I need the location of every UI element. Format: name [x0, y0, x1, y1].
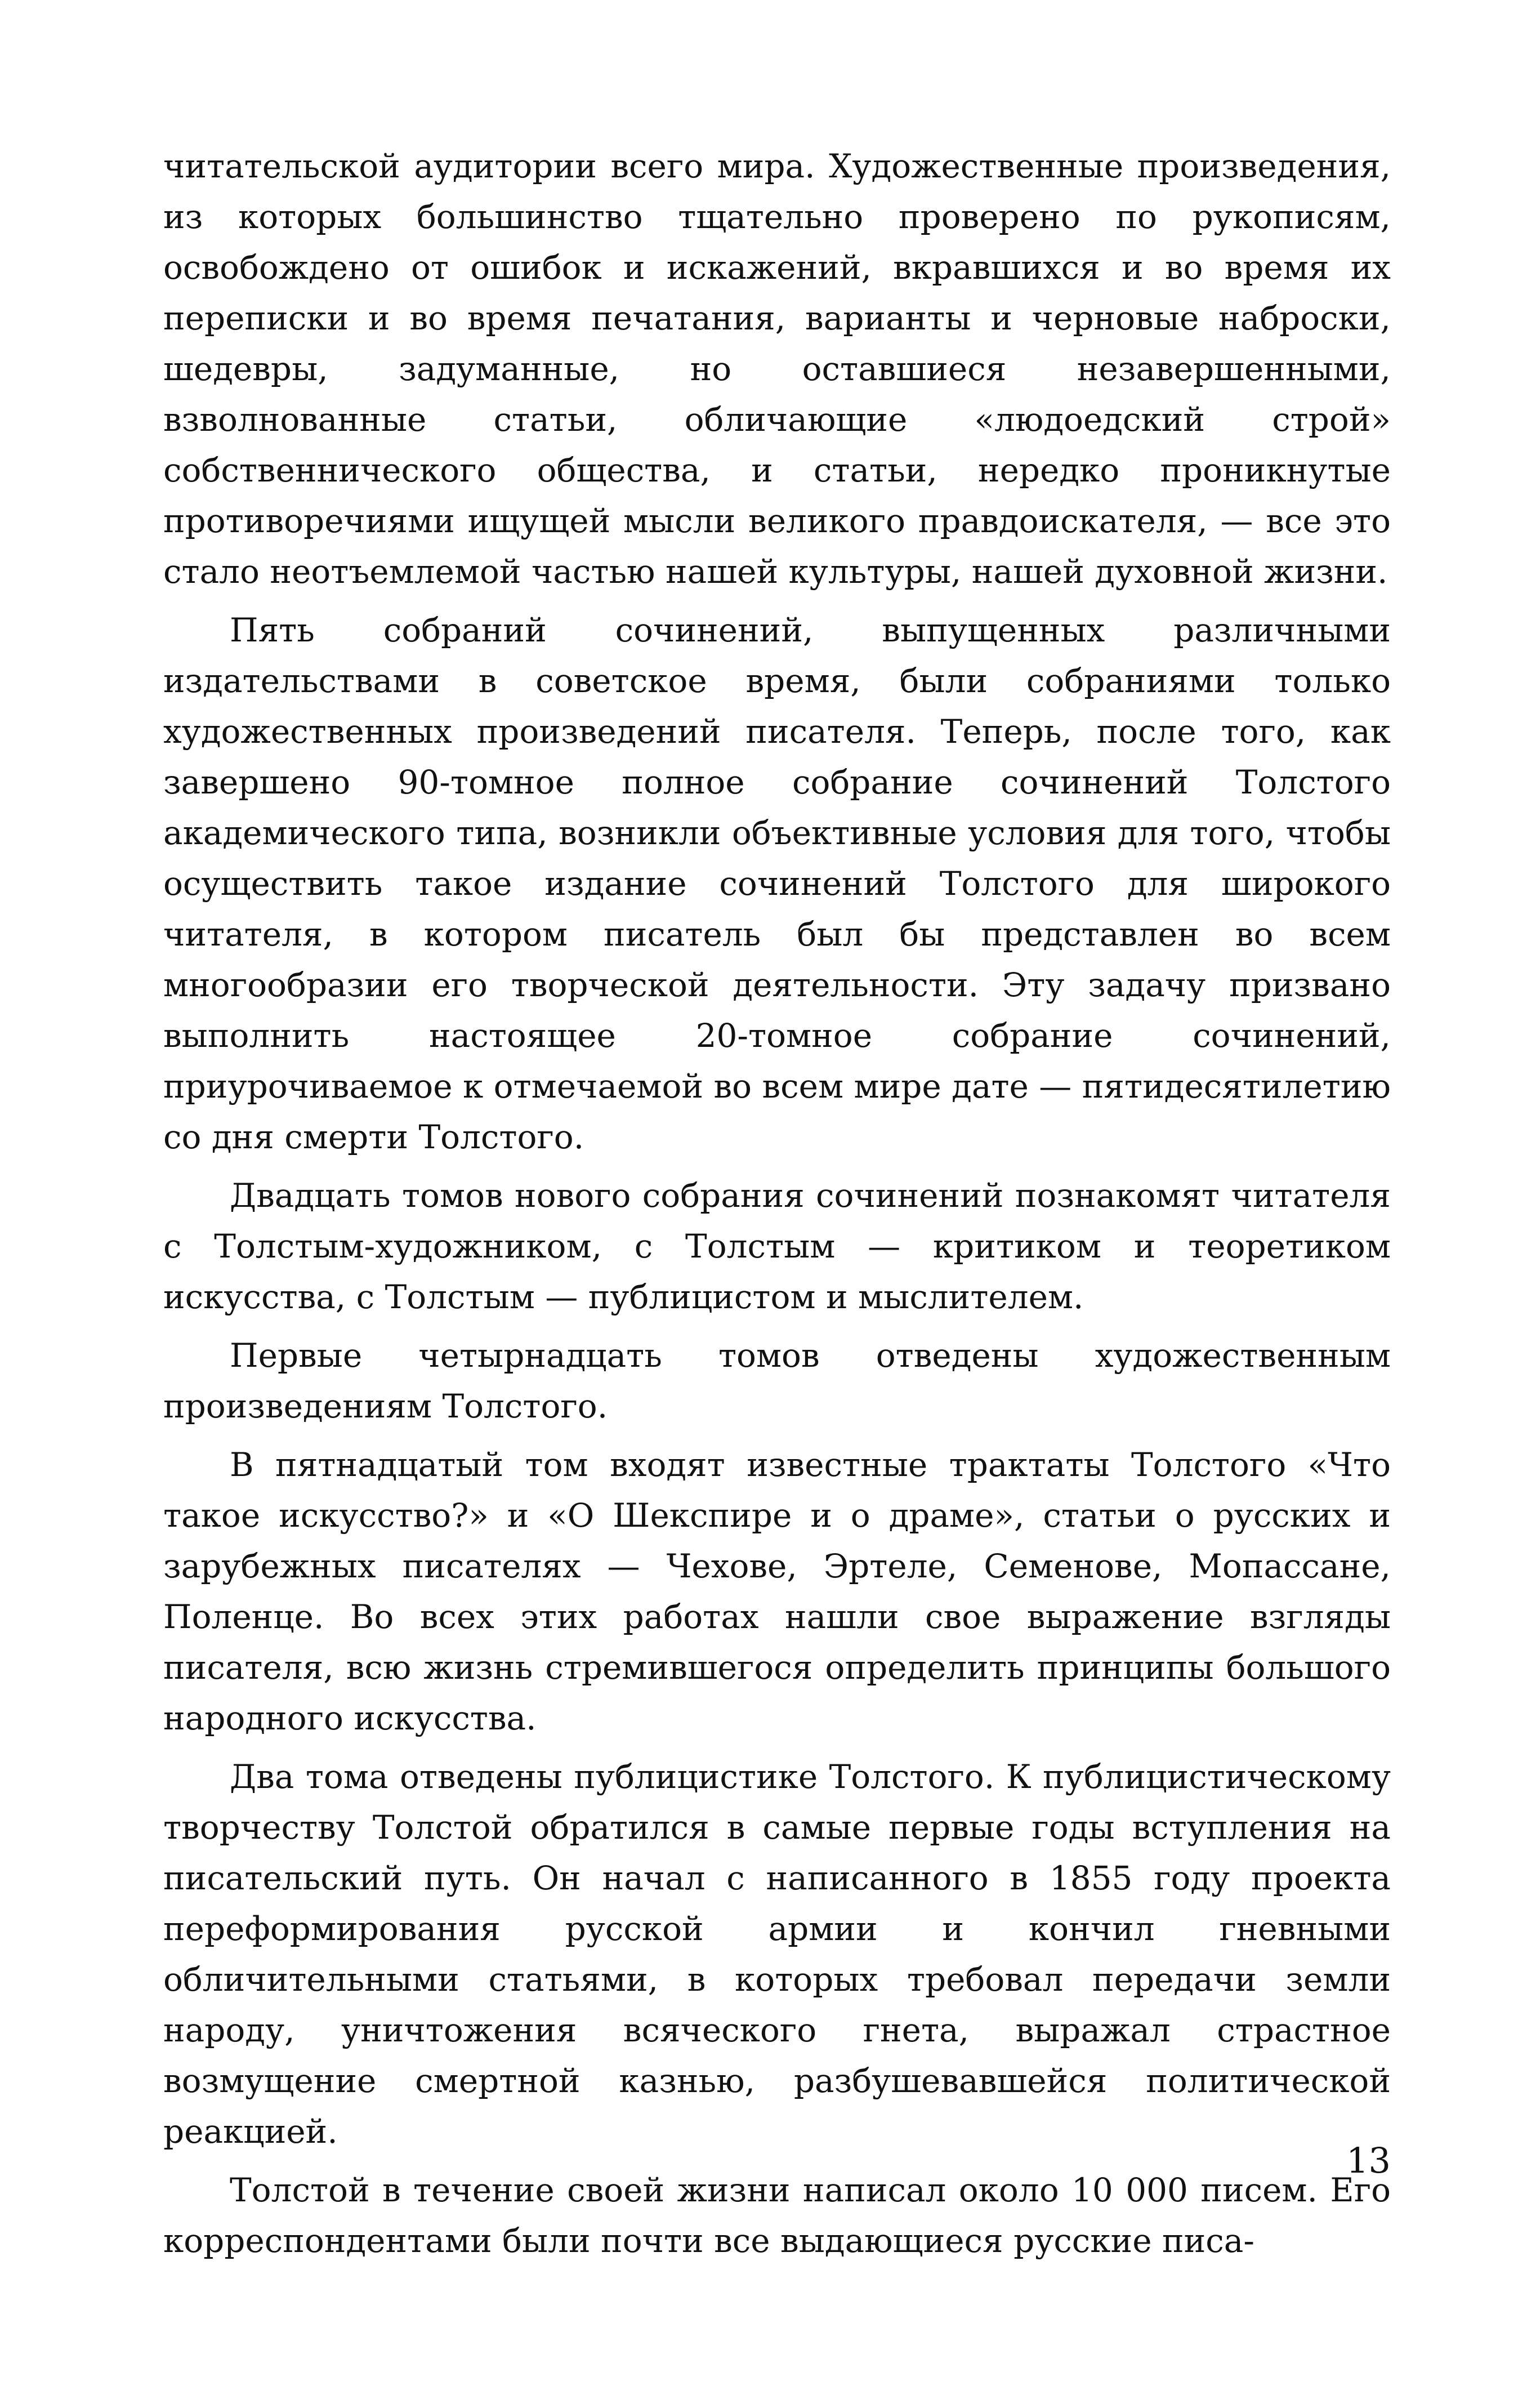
paragraph-five-collections: Пять собраний сочинений, выпущенных различными издательствами в советское время, были собраниями только художественных произведений писателя. Теперь, после того, как завершено 90-томное полное собрание сочинений Толстого академического типа, возникли объективные условия для того, чтобы осуществить такое издание сочинений Толстого для широкого читателя, в котором писатель был бы представлен во всем многообразии его творческой деятельности. Эту задачу призвано выполнить настоящее 20-томное собрание сочинений, приурочиваемое к отмечаемой во всем мире дате — пятидесятилетию со дня смерти Толстого. — [163, 611, 1391, 1156]
paragraph-fifteenth-volume: В пятнадцатый том входят известные трактаты Толстого «Что такое искусство?» и «О Шекспире и о драме», статьи о русских и зарубежных писателях — Чехове, Эртеле, Семенове, Мопассане, Поленце. Во всех этих работах нашли свое выражение взгляды писателя, всю жизнь стремившегося определить принципы большого народного искусства. — [163, 1446, 1391, 1737]
paragraph-letters: Толстой в течение своей жизни написал около 10 000 писем. Его корреспондентами были почти все выдающиеся русские писа- — [163, 2171, 1391, 2260]
paragraph-continuation: читательской аудитории всего мира. Художественные произведения, из которых большинство тщательно проверено по рукописям, освобождено от ошибок и искажений, вкравшихся и во время их переписки и во время печатания, варианты и черновые наброски, шедевры, задуманные, но оставшиеся незавершенными, взволнованные статьи, обличающие «людоедский строй» собственнического общества, и статьи, нередко проникнутые противоречиями ищущей мысли великого правдоискателя, — все это стало неотъемлемой частью нашей культуры, нашей духовной жизни. — [163, 147, 1391, 591]
body-text — [163, 141, 1391, 2274]
paragraph-first-fourteen: Первые четырнадцать томов отведены художественным произведениям Толстого. — [163, 1336, 1391, 1425]
paragraph-twenty-volumes: Двадцать томов нового собрания сочинений познакомят читателя с Толстым-художником, с Толстым — критиком и теоретиком искусства, с Толстым — публицистом и мыслителем. — [163, 1176, 1391, 1316]
page-number: 13 — [1346, 2140, 1391, 2181]
paragraph-publicistics: Два тома отведены публицистике Толстого. К публицистическому творчеству Толстой обратился в самые первые годы вступления на писательский путь. Он начал с написанного в 1855 году проекта переформирования русской армии и кончил гневными обличительными статьями, в которых требовал передачи земли народу, уничтожения всяческого гнета, выражал страстное возмущение смертной казнью, разбушевавшейся политической реакцией. — [163, 1758, 1391, 2151]
